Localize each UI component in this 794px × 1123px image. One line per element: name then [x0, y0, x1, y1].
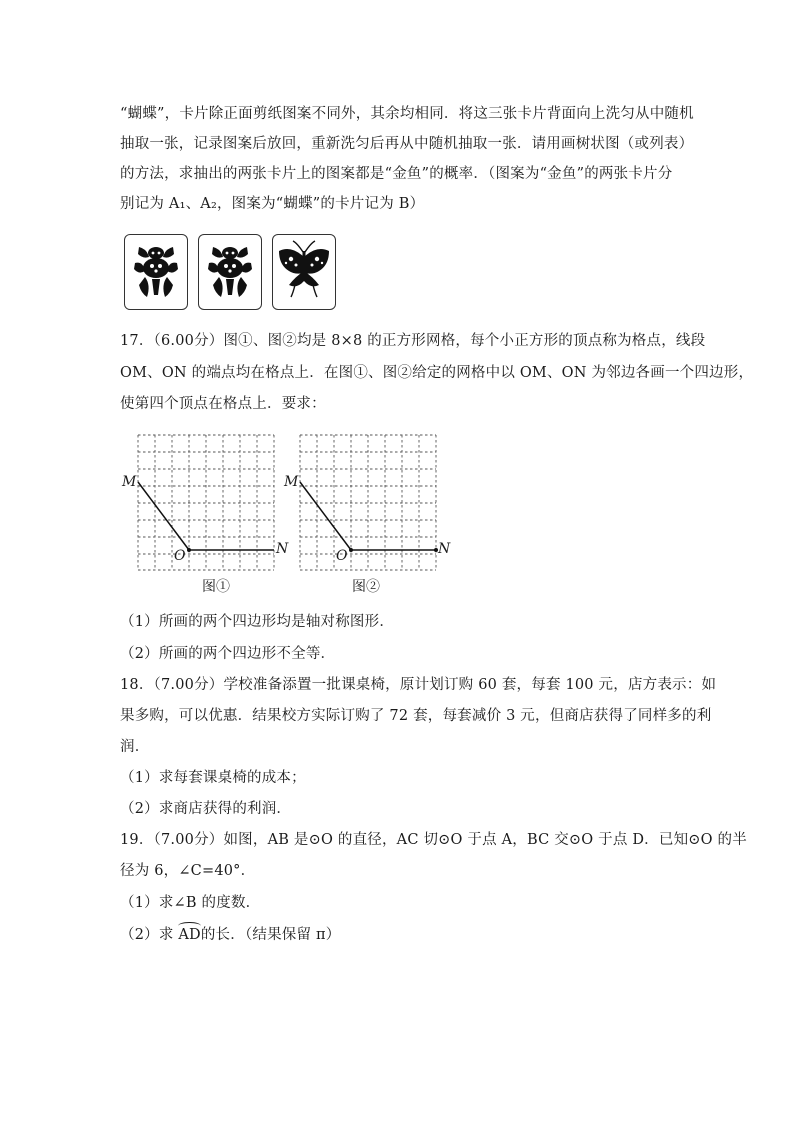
figure-caption: 图①	[202, 579, 230, 595]
text-line: 润．	[120, 739, 150, 755]
goldfish-card-a2	[198, 234, 262, 310]
figure-2	[280, 430, 460, 614]
text-line: 径为 6，∠C=40°．	[120, 863, 256, 879]
goldfish-card-a1	[124, 234, 188, 310]
point-o-label: O	[174, 548, 186, 564]
text-line: 19．（7.00分）如图，AB 是⊙O 的直径，AC 切⊙O 于点 A，BC 交⊙O 于点 D．已知⊙O 的半	[120, 832, 747, 848]
text-line: 17．（6.00分）图①、图②均是 8×8 的正方形网格，每个小正方形的顶点称为格点，线段	[120, 333, 706, 349]
point-n-label: N	[438, 541, 451, 557]
text-line: 果多购，可以优惠．结果校方实际订购了 72 套，每套减价 3 元，但商店获得了同样多的利	[120, 708, 712, 724]
q2-suffix: 的长．（结果保留 π）	[200, 927, 341, 943]
requirement-1: （1）所画的两个四边形均是轴对称图形．	[120, 614, 395, 630]
point-m-label: M	[284, 474, 299, 490]
q2-prefix: （2）求	[120, 927, 179, 943]
point-m-label: M	[122, 474, 137, 490]
arc-ad: AD	[178, 927, 201, 943]
butterfly-card-b	[272, 234, 336, 310]
sub-question: （1）求∠B 的度数．	[120, 895, 261, 911]
text-line: 别记为 A₁、A₂，图案为“蝴蝶”的卡片记为 B）	[120, 196, 425, 212]
text-line: 抽取一张，记录图案后放回，重新洗匀后再从中随机抽取一张．请用画树状图（或列表）	[120, 136, 694, 152]
goldfish-papercut-icon	[125, 235, 187, 309]
figure-caption: 图②	[352, 579, 380, 595]
sub-question	[120, 925, 340, 945]
text-line: “蝴蝶”，卡片除正面剪纸图案不同外，其余均相同．将这三张卡片背面向上洗匀从中随机	[120, 106, 694, 122]
goldfish-papercut-icon	[199, 235, 261, 309]
sub-question: （1）求每套课桌椅的成本；	[120, 770, 306, 786]
text-line: OM、ON 的端点均在格点上．在图①、图②给定的网格中以 OM、ON 为邻边各画一个四边形，	[120, 365, 754, 381]
requirement-2: （2）所画的两个四边形不全等．	[120, 646, 336, 662]
text-line: 的方法，求抽出的两张卡片上的图案都是“金鱼”的概率．（图案为“金鱼”的两张卡片分	[120, 166, 673, 182]
text-line: 18．（7.00分）学校准备添置一批课桌椅，原计划订购 60 套，每套 100 元，店方表示：如	[120, 677, 717, 693]
butterfly-papercut-icon	[273, 235, 335, 309]
text-line: 使第四个顶点在格点上．要求：	[120, 396, 326, 412]
point-o-label: O	[336, 548, 348, 564]
point-n-label: N	[276, 541, 289, 557]
figure-1	[118, 430, 298, 614]
sub-question: （2）求商店获得的利润．	[120, 801, 292, 817]
